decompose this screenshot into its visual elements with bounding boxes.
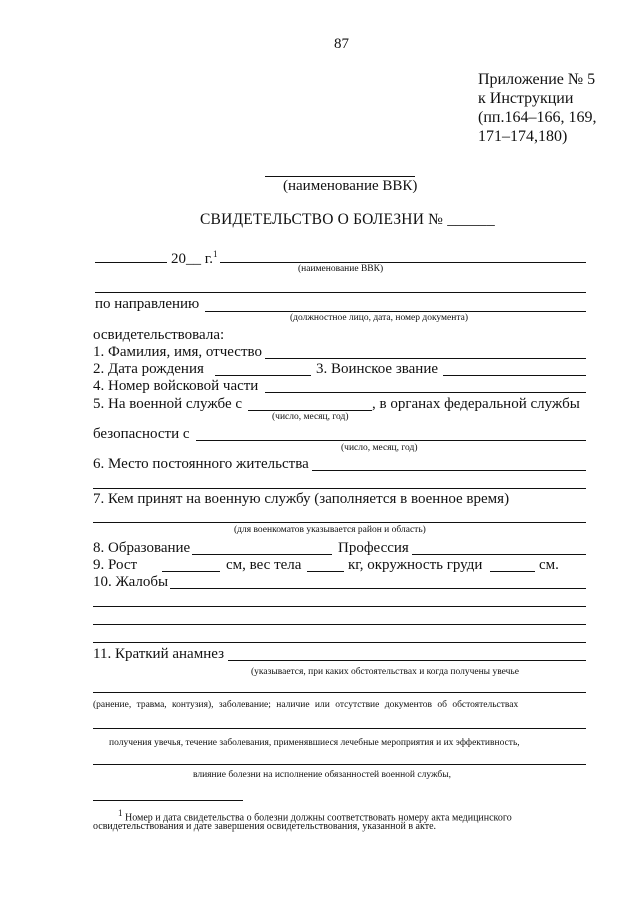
field-1-label: 1. Фамилия, имя, отчество [93, 344, 262, 360]
vvk-name-caption: (наименование ВВК) [283, 178, 418, 194]
field-8-line [192, 554, 332, 555]
field-1-line [265, 358, 586, 359]
field-8-label: 8. Образование [93, 540, 191, 556]
referral-label: по направлению [95, 296, 200, 312]
field-8-profession: Профессия [338, 540, 409, 556]
field-3-label: 3. Воинское звание [316, 361, 439, 377]
appendix-line-2: к Инструкции [478, 90, 574, 107]
field-6-line-2 [93, 488, 586, 489]
field-3-line [443, 375, 586, 376]
field-11-label: 11. Краткий анамнез [93, 646, 224, 662]
vvk-caption-2: (наименование ВВК) [298, 264, 384, 274]
anamnesis-caption-1: (указывается, при каких обстоятельствах и когда получены увечье [251, 667, 519, 677]
height-line [162, 571, 220, 572]
security-caption: (число, месяц, год) [341, 443, 418, 453]
anamnesis-line-1 [228, 660, 586, 661]
field-9-cm2: см. [539, 557, 559, 573]
field-9-kg: кг, окружность груди [348, 557, 483, 573]
appendix-line-4: 171–174,180) [478, 128, 568, 145]
anamnesis-caption-2: (ранение, травма, контузия), заболевание; наличие или отсутствие документов об обстоятельствах [93, 700, 519, 710]
document-title: СВИДЕТЕЛЬСТВО О БОЛЕЗНИ № ______ [200, 211, 495, 228]
complaints-line-3 [93, 624, 586, 625]
anamnesis-line-3 [93, 728, 586, 729]
field-9-label: 9. Рост [93, 557, 138, 573]
field-4-line [265, 392, 586, 393]
field-6-label: 6. Место постоянного жительства [93, 456, 309, 472]
anamnesis-caption-4: влияние болезни на исполнение обязанностей военной службы, [193, 770, 452, 780]
field-6-line [312, 470, 586, 471]
blank-line-1 [95, 292, 586, 293]
referral-line [205, 311, 586, 312]
anamnesis-caption-3: получения увечья, течение заболевания, применявшиеся лечебные мероприятия и их эффективность, [109, 738, 520, 748]
anamnesis-line-2 [93, 692, 586, 693]
security-line [196, 440, 586, 441]
complaints-line-2 [93, 606, 586, 607]
field-7-line [93, 522, 586, 523]
field-7-label: 7. Кем принят на военную службу (заполняется в военное время) [93, 491, 510, 507]
date-blank [95, 262, 167, 263]
footnote-line-2: освидетельствования и дате завершения освидетельствования, указанной в акте. [93, 821, 437, 832]
vvk-line-2 [220, 262, 586, 263]
profession-line [412, 554, 586, 555]
field-5-label: 5. На военной службе с [93, 396, 243, 412]
field-4-label: 4. Номер войсковой части [93, 378, 259, 394]
page-number: 87 [334, 36, 349, 52]
referral-caption: (должностное лицо, дата, номер документа) [290, 313, 469, 323]
footnote-separator [93, 800, 243, 801]
footnote-line-1: 1 Номер и дата свидетельства о болезни должны соответствовать номеру акта медицинского [118, 808, 512, 824]
anamnesis-line-4 [93, 764, 586, 765]
field-5-mid: , в органах федеральной службы [372, 396, 580, 412]
chest-line [490, 571, 535, 572]
appendix-line-1: Приложение № 5 [478, 71, 596, 88]
complaints-line-4 [93, 642, 586, 643]
vvk-name-line [265, 176, 415, 177]
footnote-mark: 1 [212, 249, 218, 259]
appendix-line-3: (пп.164–166, 169, [478, 109, 597, 126]
field-7-caption: (для военкоматов указывается район и область) [234, 525, 426, 535]
field-2-label: 2. Дата рождения [93, 361, 204, 377]
weight-line [307, 571, 344, 572]
field-9-cm: см, вес тела [226, 557, 302, 573]
examined-label: освидетельствовала: [93, 327, 225, 343]
field-5-caption: (число, месяц, год) [272, 412, 349, 422]
field-10-label: 10. Жалобы [93, 574, 169, 590]
field-5-line [248, 410, 372, 411]
field-2-line [215, 375, 311, 376]
year-text: 20__ г.$^1$ [171, 249, 218, 267]
complaints-line-1 [170, 588, 586, 589]
security-label: безопасности с [93, 426, 190, 442]
